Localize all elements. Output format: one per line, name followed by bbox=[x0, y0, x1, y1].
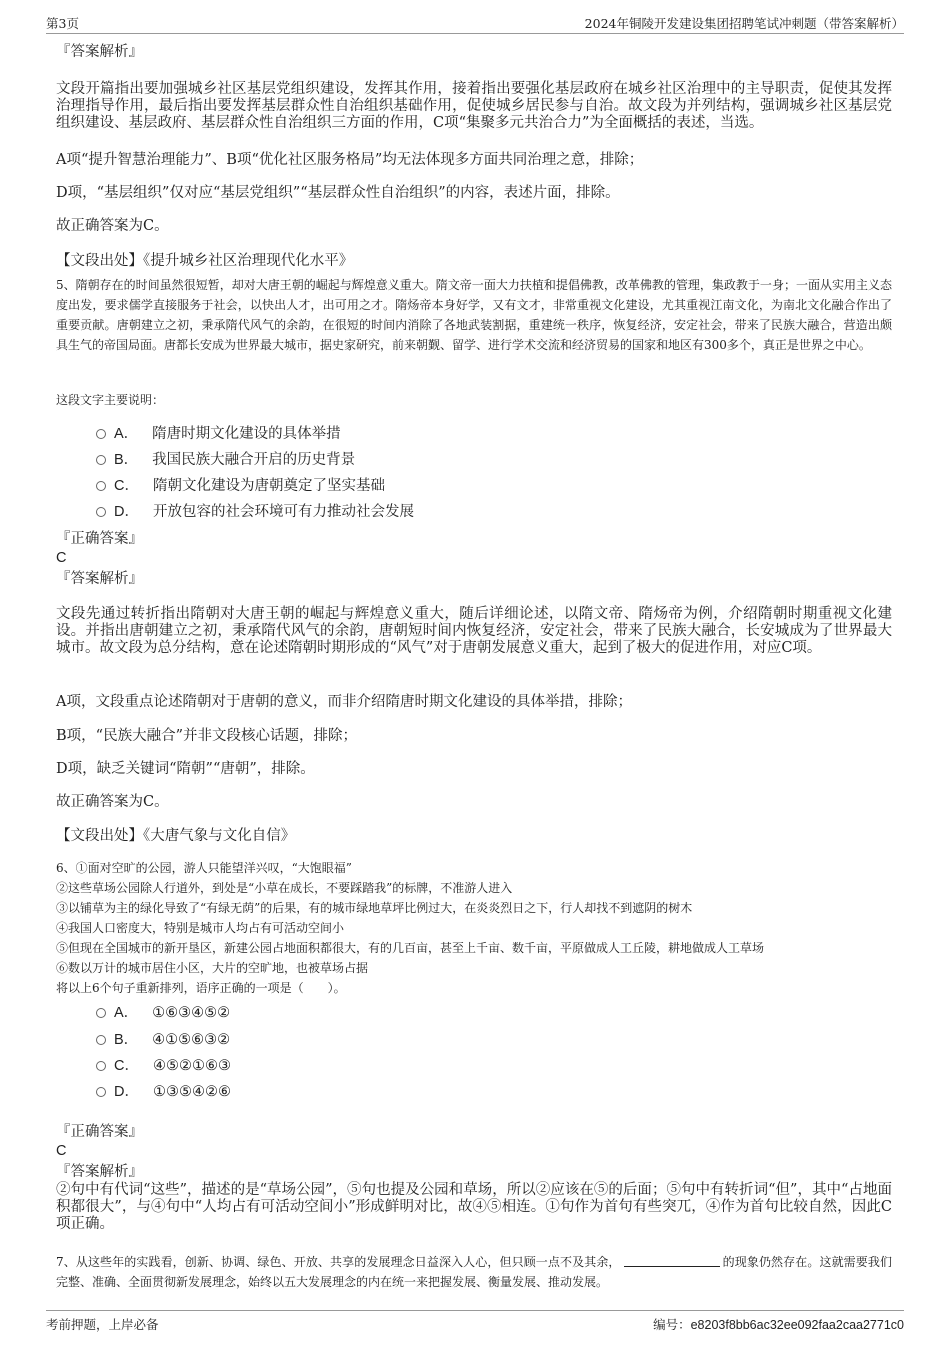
q4-source: 【文段出处】《提升城乡社区治理现代化水平》 bbox=[56, 253, 354, 269]
q4-analysis-paragraph-4: 故正确答案为C。 bbox=[56, 218, 169, 234]
q5-stem: 5、隋朝存在的时间虽然很短暂，却对大唐王朝的崛起与辉煌意义重大。隋文帝一面大力扶植和提倡佛教，改革佛教的管理，集政教于一身；一面从实用主义态度出发，要求儒学直接服务于社会，以快出人才，出可用之才。隋炀帝本身好学，又有文才，非常重视文化建设，尤其重视江南文化，为南北文化融合作出了重要贡献。唐朝建立之初，秉承隋代风气的余韵，在很短的时间内消除了各地武装割据，重建统一秩序，恢复经济，安定社会，带来了民族大融合，营造出颇具生气的帝国局面。唐都长安成为世界最大城市，据史家研究，前来朝觐、留学、进行学术交流和经济贸易的国家和地区有300多个，真正是世界之中心。 bbox=[56, 278, 892, 352]
q5-analysis-label: 『答案解析』 bbox=[56, 571, 143, 587]
radio-button-icon[interactable] bbox=[96, 1087, 106, 1097]
q6-line: 6、①面对空旷的公园，游人只能望洋兴叹，“大饱眼福” bbox=[56, 861, 352, 875]
q5-option-c[interactable]: C． 隋朝文化建设为唐朝奠定了坚实基础 bbox=[96, 477, 385, 495]
q5-analysis-paragraph-3: B项，“民族大融合”并非文段核心话题，排除； bbox=[56, 728, 357, 744]
q6-line: ④我国人口密度大，特别是城市人均占有可活动空间小 bbox=[56, 921, 345, 935]
q5-prompt: 这段文字主要说明： bbox=[56, 393, 165, 407]
q7-stem bbox=[56, 1252, 892, 1292]
q6-prompt: 将以上6个句子重新排列，语序正确的一项是（ ）。 bbox=[56, 981, 346, 995]
q5-analysis-paragraph-1: 文段先通过转折指出隋朝对大唐王朝的崛起与辉煌意义重大，随后详细论述，以隋文帝、隋炀帝为例，介绍隋朝时期重视文化建设。并指出唐朝建立之初，秉承隋代风气的余韵，唐朝短时间内恢复经济，安定社会，带来了民族大融合，长安城成为了世界最大城市。故文段为总分结构，意在论述隋朝时期形成的“风气”对于唐朝发展意义重大，起到了极大的促进作用，对应C项。 bbox=[56, 606, 892, 656]
radio-button-icon[interactable] bbox=[96, 1061, 106, 1071]
radio-button-icon[interactable] bbox=[96, 429, 106, 439]
q6-option-c[interactable]: C． ④⑤②①⑥③ bbox=[96, 1057, 231, 1075]
q6-answer-label: 『正确答案』 bbox=[56, 1124, 143, 1140]
q4-analysis-paragraph-1: 文段开篇指出要加强城乡社区基层党组织建设，发挥其作用，接着指出要强化基层政府在城乡社区治理中的主导职责，促使其发挥治理指导作用，最后指出要发挥基层群众性自治组织基础作用，促使城乡居民参与自治。故文段为并列结构，强调城乡社区基层党组织建设、基层政府、基层群众性自治组织三方面的作用，C项“集聚多元共治合力”为全面概括的表述，当选。 bbox=[56, 81, 892, 131]
footer-code-label: 编号： bbox=[653, 1317, 691, 1332]
q5-option-a[interactable]: A． 隋唐时期文化建设的具体举措 bbox=[96, 425, 341, 443]
radio-button-icon[interactable] bbox=[96, 481, 106, 491]
q6-option-b[interactable]: B． ④①⑤⑥③② bbox=[96, 1031, 230, 1049]
document-title: 2024年铜陵开发建设集团招聘笔试冲刺题（带答案解析） bbox=[584, 16, 904, 31]
radio-button-icon[interactable] bbox=[96, 455, 106, 465]
q4-analysis-paragraph-2: A项“提升智慧治理能力”、B项“优化社区服务格局”均无法体现多方面共同治理之意，排除； bbox=[56, 152, 644, 168]
q6-option-d[interactable]: D． ①③⑤④②⑥ bbox=[96, 1083, 231, 1101]
radio-button-icon[interactable] bbox=[96, 1008, 106, 1018]
q5-answer-label: 『正确答案』 bbox=[56, 531, 143, 547]
q6-line: ⑥数以万计的城市居住小区，大片的空旷地，也被草场占据 bbox=[56, 961, 369, 975]
q5-analysis-paragraph-4: D项，缺乏关键词“隋朝”“唐朝”，排除。 bbox=[56, 761, 315, 777]
page-footer bbox=[46, 1310, 904, 1332]
page-header bbox=[46, 12, 904, 34]
q6-sentence-list bbox=[56, 858, 892, 998]
q6-line: ②这些草场公园除人行道外，到处是“小草在成长，不要踩踏我”的标牌，不准游人进入 bbox=[56, 881, 513, 895]
q6-line: ⑤但现在全国城市的新开垦区，新建公园占地面积都很大，有的几百亩，甚至上千亩、数千亩，平原做成人工丘陵，耕地做成人工草场 bbox=[56, 941, 765, 955]
q6-analysis-label: 『答案解析』 bbox=[56, 1164, 143, 1180]
q6-option-a[interactable]: A． ①⑥③④⑤② bbox=[96, 1004, 230, 1022]
q5-answer: C bbox=[56, 550, 67, 566]
radio-button-icon[interactable] bbox=[96, 507, 106, 517]
q6-answer: C bbox=[56, 1143, 67, 1159]
q6-line: ③以铺草为主的绿化导致了“有绿无荫”的后果，有的城市绿地草坪比例过大，在炎炎烈日之下，行人却找不到遮阴的树木 bbox=[56, 901, 693, 915]
q5-analysis-paragraph-5: 故正确答案为C。 bbox=[56, 794, 169, 810]
q5-option-d[interactable]: D． 开放包容的社会环境可有力推动社会发展 bbox=[96, 503, 414, 521]
q4-analysis-label: 『答案解析』 bbox=[56, 44, 143, 60]
footer-code bbox=[653, 1315, 904, 1333]
q5-analysis-paragraph-2: A项，文段重点论述隋朝对于唐朝的意义，而非介绍隋唐时期文化建设的具体举措，排除； bbox=[56, 694, 632, 710]
footer-code-value: e8203f8bb6ac32ee092faa2caa2771c0 bbox=[690, 1318, 904, 1332]
q5-option-b[interactable]: B． 我国民族大融合开启的历史背景 bbox=[96, 451, 355, 469]
page-number: 第3页 bbox=[46, 16, 79, 31]
q7-stem-end: 的现象仍然存在。这就需要我们完整、准确、全面贯彻新发展理念，始终以五大发展理念的内在统一来把握发展、衡量发展、推动发展。 bbox=[56, 1255, 892, 1289]
q7-blank[interactable] bbox=[624, 1255, 720, 1267]
q7-stem-start: 7、从这些年的实践看，创新、协调、绿色、开放、共享的发展理念日益深入人心，但只顾一点不及其余， bbox=[56, 1255, 621, 1269]
q6-analysis-paragraph-1: ②句中有代词“这些”，描述的是“草场公园”，⑤句也提及公园和草场，所以②应该在⑤的后面；⑤句中有转折词“但”，其中“占地面积都很大”，与④句中“人均占有可活动空间小”形成鲜明对比，故④⑤相连。①句作为首句有些突兀，④作为首句比较自然，因此C项正确。 bbox=[56, 1182, 892, 1232]
footer-slogan: 考前押题，上岸必备 bbox=[46, 1317, 159, 1332]
radio-button-icon[interactable] bbox=[96, 1035, 106, 1045]
q4-analysis-paragraph-3: D项，“基层组织”仅对应“基层党组织”“基层群众性自治组织”的内容，表述片面，排除。 bbox=[56, 185, 620, 201]
q5-source: 【文段出处】《大唐气象与文化自信》 bbox=[56, 828, 296, 844]
